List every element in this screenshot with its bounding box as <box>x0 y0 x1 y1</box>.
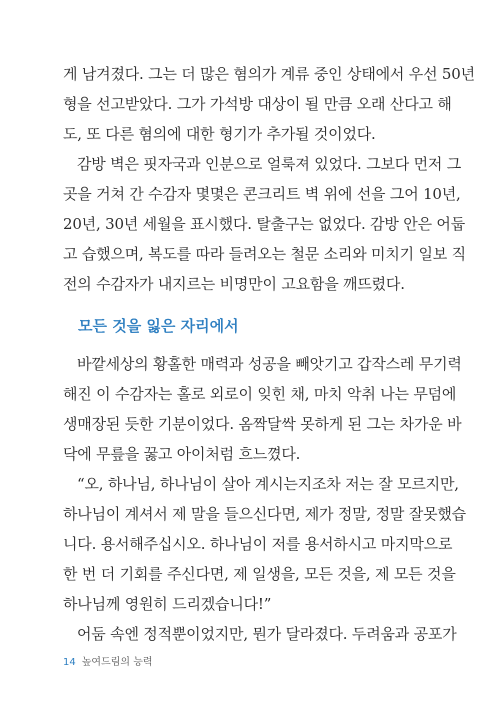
text-line: 어둠 속엔 정적뿐이었지만, 뭔가 달라졌다. 두려움과 공포가 <box>77 625 457 643</box>
text-line: 고 습했으며, 복도를 따라 들려오는 철문 소리와 미치기 일보 직 <box>63 245 466 263</box>
text-line: 게 남겨졌다. 그는 더 많은 혐의가 계류 중인 상태에서 우선 50년 <box>63 65 475 83</box>
text-line: 감방 벽은 핏자국과 인분으로 얼룩져 있었다. 그보다 먼저 그 <box>77 155 462 173</box>
text-line: 바깥세상의 황홀한 매력과 성공을 빼앗기고 갑작스레 무기력 <box>77 355 462 373</box>
text-line: 닥에 무릎을 꿇고 아이처럼 흐느꼈다. <box>63 445 301 463</box>
text-line: 20년, 30년 세월을 표시했다. 탈출구는 없었다. 감방 안은 어둡 <box>63 215 466 233</box>
text-line: 하나님이 계셔서 제 말을 들으신다면, 제가 정말, 정말 잘못했습 <box>63 505 466 523</box>
text-line: 생매장된 듯한 기분이었다. 옴짝달싹 못하게 된 그는 차가운 바 <box>63 415 462 433</box>
running-title: 높여드림의 능력 <box>81 657 153 668</box>
page-footer <box>63 656 153 670</box>
text-line: 한 번 더 기회를 주신다면, 제 일생을, 모든 것을, 제 모든 것을 <box>63 565 456 583</box>
text-line: 곳을 거쳐 간 수감자 몇몇은 콘크리트 벽 위에 선을 그어 10년, <box>63 185 461 203</box>
text-line: 하나님께 영원히 드리겠습니다!” <box>63 595 272 613</box>
section-heading: 모든 것을 잃은 자리에서 <box>78 317 239 335</box>
text-line: 형을 선고받았다. 그가 가석방 대상이 될 만큼 오래 산다고 해 <box>63 95 452 113</box>
page-number: 14 <box>63 657 76 668</box>
text-line: 해진 이 수감자는 홀로 외로이 잊힌 채, 마치 악취 나는 무덤에 <box>63 385 457 403</box>
text-line: “오, 하나님, 하나님이 살아 계시는지조차 저는 잘 모르지만, <box>77 475 459 493</box>
text-line: 니다. 용서해주십시오. 하나님이 저를 용서하시고 마지막으로 <box>63 535 453 553</box>
text-line: 전의 수감자가 내지르는 비명만이 고요함을 깨뜨렸다. <box>63 275 405 293</box>
text-line: 도, 또 다른 혐의에 대한 형기가 추가될 것이었다. <box>63 125 376 143</box>
